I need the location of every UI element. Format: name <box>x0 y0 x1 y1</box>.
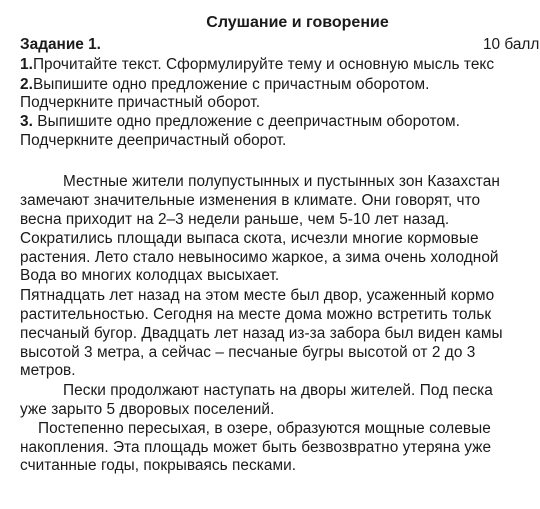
task-score: 10 балл <box>483 36 540 53</box>
instruction-number: 3. <box>20 113 33 130</box>
text-line: уже зарыто 5 дворовых поселений. <box>20 401 275 418</box>
text-line: высотой 3 метра, а сейчас – песчаные бугры высотой от 2 до 3 <box>20 344 476 361</box>
text-line: Постепенно пересыхая, в озере, образуются мощные солевые <box>38 420 491 437</box>
instruction-number: 1. <box>20 56 33 73</box>
text-line: весна приходит на 2–3 недели раньше, чем 5-10 лет назад. <box>20 211 450 228</box>
text-line: Местные жители полупустынных и пустынных зон Казахстан <box>63 173 500 190</box>
text-line: Пятнадцать лет назад на этом месте был двор, усаженный кормо <box>20 287 495 304</box>
instruction-3-continued <box>20 131 286 151</box>
text-line: замечают значительные изменения в климате. Они говорят, что <box>20 192 481 209</box>
instruction-3 <box>20 112 460 132</box>
text-line: Вода во многих колодцах высыхает. <box>20 267 280 284</box>
task-label: Задание 1. <box>20 36 101 53</box>
text-line: растения. Лето стало невыносимо жаркое, а зима очень холодной <box>20 249 499 266</box>
text-line: песчаный бугор. Двадцать лет назад из-за забора был виден камы <box>20 325 503 342</box>
text-line: считанные годы, покрываясь песками. <box>20 457 297 474</box>
instruction-2-continued <box>20 93 260 113</box>
text-line: Сократились площади выпаса скота, исчезли многие кормовые <box>20 230 479 247</box>
text-line: метров. <box>20 362 76 379</box>
text-line: накопления. Эта площадь может быть безвозвратно утеряна уже <box>20 439 492 456</box>
instruction-text: Выпишите одно предложение с причастным оборотом. <box>32 76 430 93</box>
instruction-text: Прочитайте текст. Сформулируйте тему и основную мысль текс <box>32 56 495 73</box>
instruction-number: 2. <box>20 76 33 93</box>
instruction-1 <box>20 55 494 75</box>
text-line: растительностью. Сегодня на месте дома можно встретить тольк <box>20 306 492 323</box>
instruction-text: Подчеркните деепричастный оборот. <box>20 132 287 149</box>
page-title: Слушание и говорение <box>206 14 389 31</box>
instruction-text: Подчеркните причастный оборот. <box>20 94 261 111</box>
text-line: Пески продолжают наступать на дворы жителей. Под песка <box>63 382 493 399</box>
instruction-2 <box>20 75 429 95</box>
instruction-text: Выпишите одно предложение с деепричастным оборотом. <box>32 113 460 130</box>
